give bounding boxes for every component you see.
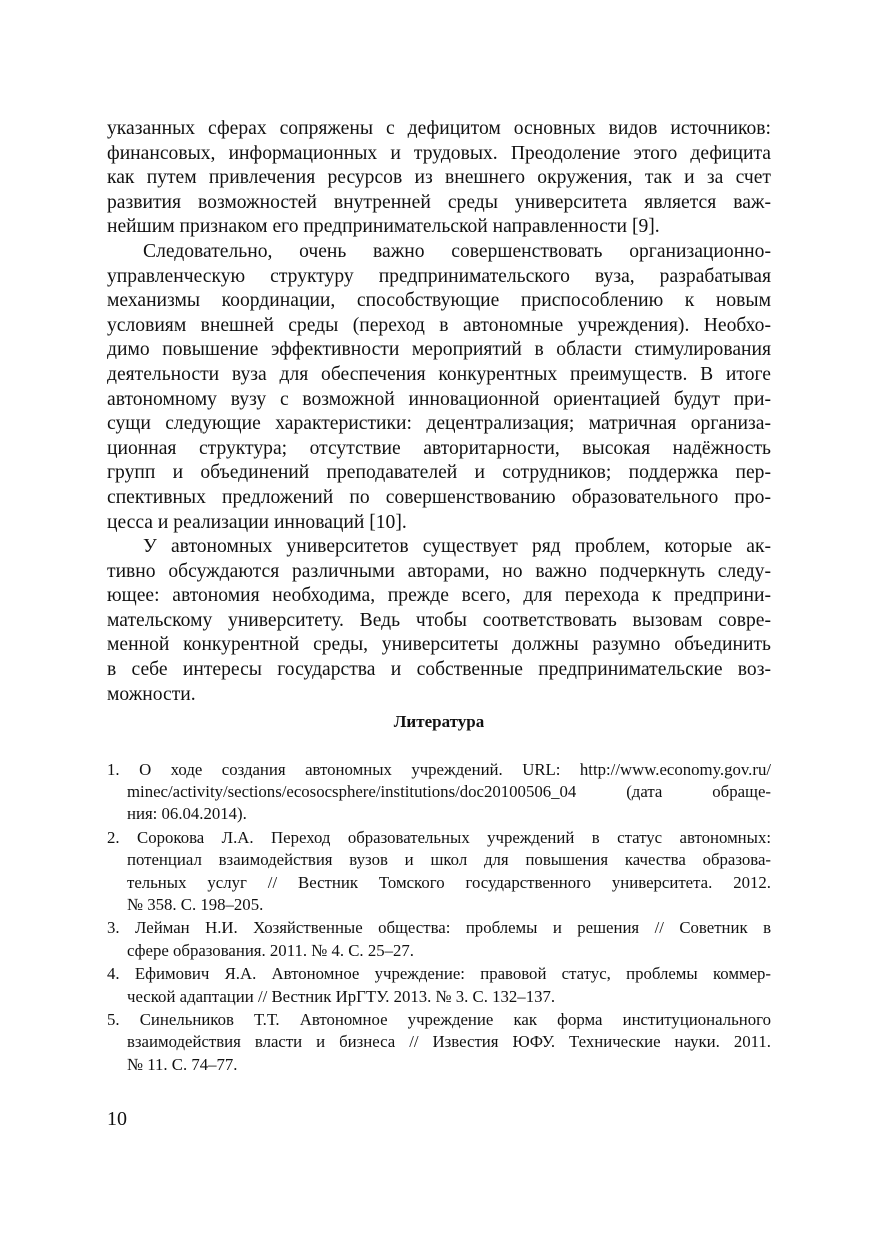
reference-line: 2. Сорокова Л.А. Переход образовательных учреждений в статус автономных:: [107, 828, 771, 848]
text-line: менной конкурентной среды, университеты должны разумно объединить: [107, 634, 771, 656]
text-line: указанных сферах сопряжены с дефицитом основных видов источников:: [107, 118, 771, 139]
reference-line: тельных услуг // Вестник Томского государственного университета. 2012.: [127, 872, 771, 892]
text-line: развития возможностей внутренней среды университета является важ-: [107, 191, 771, 213]
text-line: ющее: автономия необходима, прежде всего, для перехода к предприни-: [107, 585, 771, 607]
text-line: сущи следующие характеристики: децентрализация; матричная организа-: [107, 413, 771, 435]
text-line: спективных предложений по совершенствованию образовательного про-: [107, 486, 771, 508]
paragraph: [107, 117, 771, 240]
reference-line: потенциал взаимодействия вузов и школ для повышения качества образова-: [127, 850, 771, 870]
reference-item: [107, 917, 771, 961]
text-line: деятельности вуза для обеспечения конкурентных преимуществ. В итоге: [107, 363, 771, 385]
reference-line: 3. Лейман Н.И. Хозяйственные общества: проблемы и решения // Советник в: [107, 918, 771, 938]
text-line: в себе интересы государства и собственные предпринимательские воз-: [107, 659, 771, 681]
text-line: мательскому университету. Ведь чтобы соответствовать вызовам совре-: [107, 609, 771, 631]
text-line: групп и объединений преподавателей и сотрудников; поддержка пер-: [107, 462, 771, 484]
text-line: финансовых, информационных и трудовых. Преодоление этого дефицита: [107, 142, 771, 164]
text-line: Следовательно, очень важно совершенствовать организационно-: [143, 240, 771, 262]
reference-item: [107, 827, 771, 916]
text-line: У автономных университетов существует ряд проблем, которые ак-: [143, 536, 771, 558]
text-line: нейшим признаком его предпринимательской направленности [9].: [107, 216, 660, 238]
reference-item: [107, 1009, 771, 1076]
body-text: [107, 117, 771, 707]
text-line: автономному вузу с возможной инновационной ориентацией будут при-: [107, 388, 771, 410]
text-line: управленческую структуру предпринимательского вуза, разрабатывая: [107, 265, 771, 287]
text-line: как путем привлечения ресурсов из внешнего окружения, так и за счет: [107, 167, 771, 189]
reference-line: 1. О ходе создания автономных учреждений. URL: http://www.economy.gov.ru/: [107, 760, 771, 779]
text-line: тивно обсуждаются различными авторами, но важно подчеркнуть следу-: [107, 560, 771, 582]
page-number: 10: [107, 1108, 127, 1130]
text-line: цесса и реализации инноваций [10].: [107, 511, 407, 533]
reference-line: № 11. С. 74–77.: [127, 1054, 238, 1074]
reference-list: [107, 759, 771, 1077]
text-line: димо повышение эффективности мероприятий в области стимулирования: [107, 339, 771, 361]
text-line: ционная структура; отсутствие авторитарности, высокая надёжность: [107, 437, 771, 459]
reference-item: [107, 759, 771, 826]
paragraph: [107, 240, 771, 535]
reference-line: взаимодействия власти и бизнеса // Известия ЮФУ. Технические науки. 2011.: [127, 1032, 771, 1052]
text-line: можности.: [107, 683, 196, 705]
reference-item: [107, 963, 771, 1007]
reference-line: ческой адаптации // Вестник ИрГТУ. 2013. № 3. С. 132–137.: [127, 986, 556, 1006]
reference-line: сфере образования. 2011. № 4. С. 25–27.: [127, 940, 414, 960]
reference-line: 5. Синельников Т.Т. Автономное учреждение как форма институционального: [107, 1010, 771, 1030]
reference-line: 4. Ефимович Я.А. Автономное учреждение: правовой статус, проблемы коммер-: [107, 964, 771, 984]
paragraph: [107, 535, 771, 707]
text-line: механизмы координации, способствующие приспособлению к новым: [107, 290, 771, 312]
reference-line: minec/activity/sections/ecosocsphere/institutions/doc20100506_04 (дата обраще-: [127, 782, 771, 802]
reference-line: ния: 06.04.2014).: [127, 804, 247, 824]
literature-heading: Литература: [393, 712, 485, 731]
reference-line: № 358. С. 198–205.: [127, 894, 264, 914]
text-line: условиям внешней среды (переход в автономные учреждения). Необхо-: [107, 314, 771, 336]
